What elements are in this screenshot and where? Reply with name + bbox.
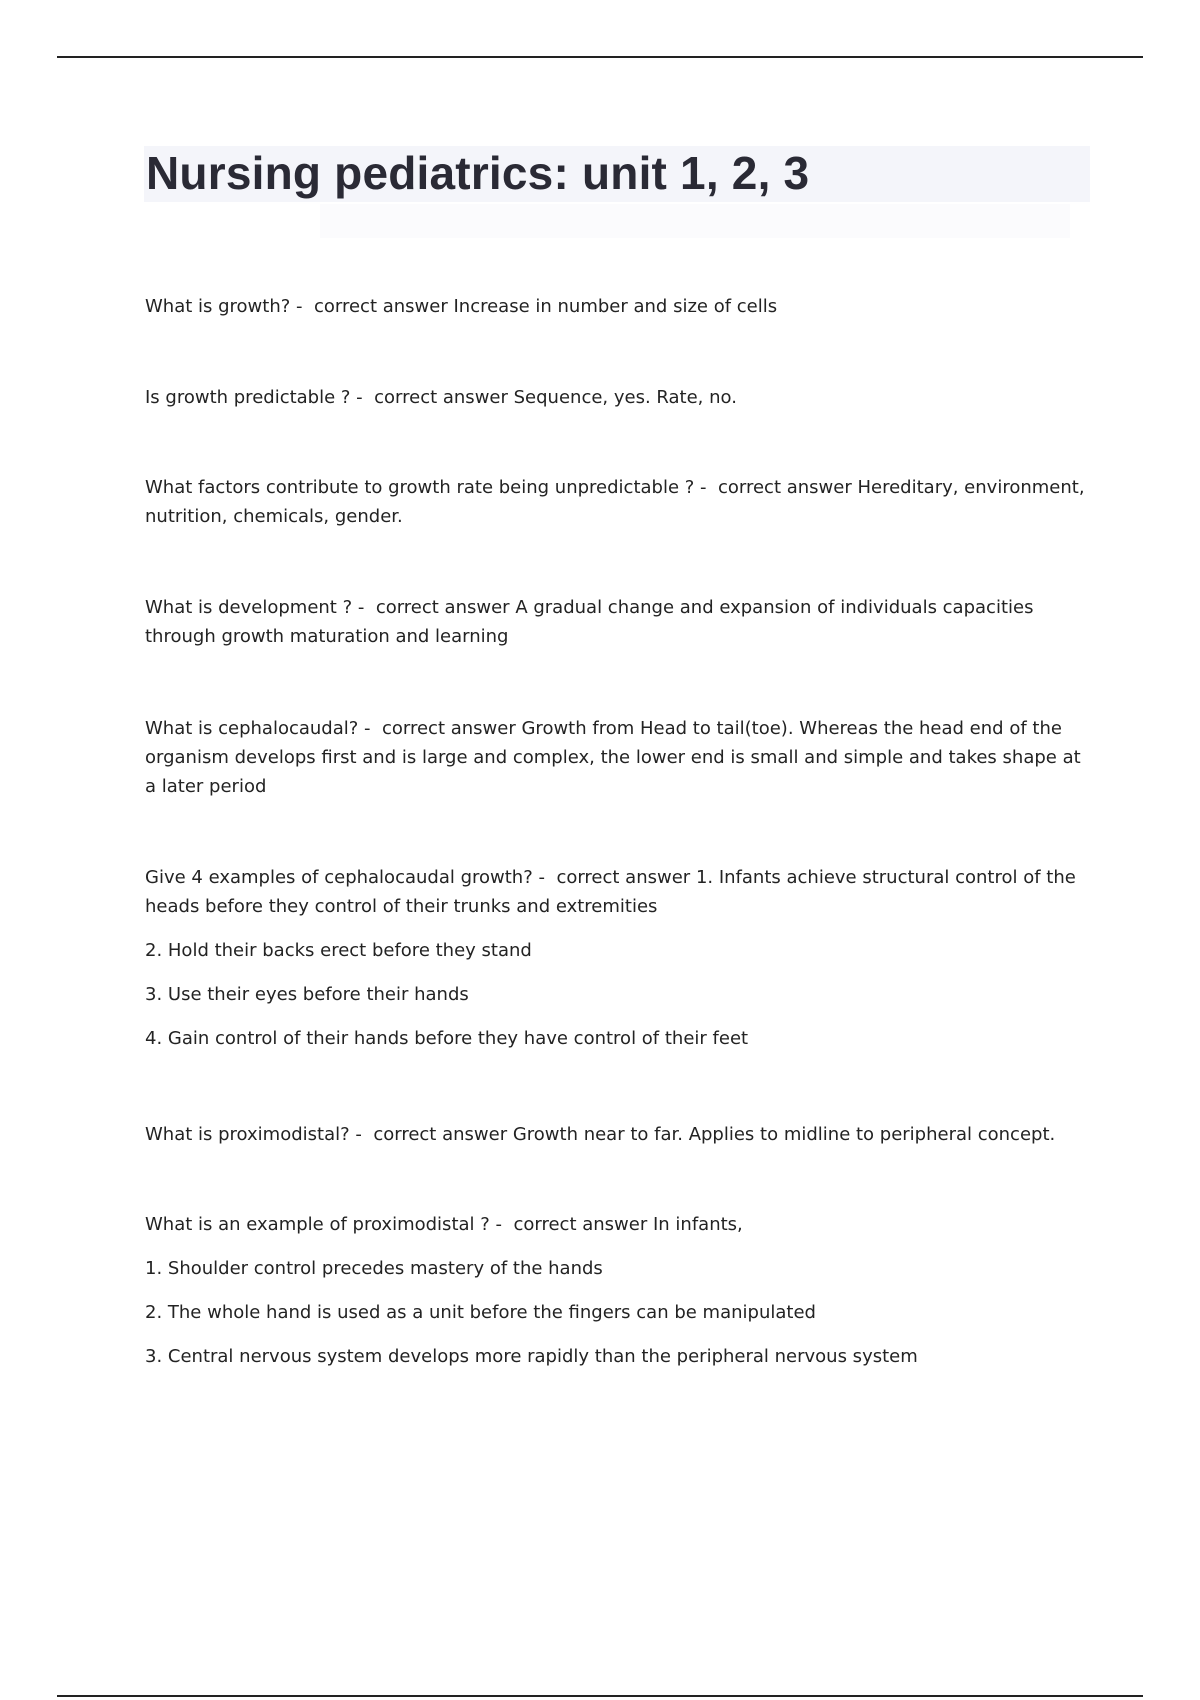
qa-line (145, 383, 1085, 412)
separator: - (352, 597, 376, 618)
answer-text: Sequence, yes. Rate, no. (513, 387, 737, 408)
qa-line (145, 1120, 1085, 1149)
answer-prefix: correct answer (313, 296, 448, 317)
qa-line (145, 593, 1085, 651)
qa-line (145, 714, 1085, 801)
title-highlight-faint (320, 204, 1070, 238)
answer-prefix: correct answer (373, 1124, 508, 1145)
answer-text: In infants, (652, 1214, 743, 1235)
page-title: Nursing pediatrics: unit 1, 2, 3 (146, 147, 810, 199)
separator: - (350, 387, 375, 408)
list-item: 3. Use their eyes before their hands (145, 984, 469, 1005)
answer-prefix: correct answer (556, 867, 691, 888)
qa-line (145, 863, 1085, 921)
answer-text: Growth from Head to tail(toe). Whereas the head end of the organism develops first and is large and complex, the lower end is small and simple and takes shape at a later period (145, 718, 1081, 797)
qa-item-growth (145, 292, 1085, 321)
separator: - (290, 296, 314, 317)
qa-item-development (145, 593, 1085, 651)
qa-item-cephalocaudal (145, 714, 1085, 801)
qa-item-proximodistal-example (145, 1210, 1085, 1371)
question-text: What is proximodistal? (145, 1124, 350, 1145)
separator: - (694, 477, 718, 498)
answer-text: Hereditary, environment, nutrition, chemicals, gender. (145, 477, 1085, 527)
qa-line (145, 292, 1085, 321)
list-item: 3. Central nervous system develops more rapidly than the peripheral nervous system (145, 1346, 918, 1367)
list-item: 2. The whole hand is used as a unit before the fingers can be manipulated (145, 1302, 816, 1323)
bottom-rule (57, 1695, 1143, 1697)
question-text: What is development ? (145, 597, 353, 618)
separator: - (532, 867, 557, 888)
answer-text: A gradual change and expansion of individuals capacities through growth maturation and learning (145, 597, 1034, 647)
answer-prefix: correct answer (381, 718, 516, 739)
separator: - (358, 718, 382, 739)
separator: - (489, 1214, 514, 1235)
answer-prefix: correct answer (717, 477, 852, 498)
answer-text: Growth near to far. Applies to midline to peripheral concept. (512, 1124, 1056, 1145)
answer-text: 1. Infants achieve structural control of the heads before they control of their trunks and extremities (145, 867, 1076, 917)
answer-prefix: correct answer (375, 597, 510, 618)
qa-item-growth-predictable (145, 383, 1085, 412)
qa-line (145, 1210, 1085, 1239)
qa-item-proximodistal (145, 1120, 1085, 1149)
question-text: What is cephalocaudal? (145, 718, 359, 739)
answer-prefix: correct answer (374, 387, 508, 408)
separator: - (349, 1124, 374, 1145)
question-text: Is growth predictable ? (145, 387, 351, 408)
answer-prefix: correct answer (513, 1214, 648, 1235)
question-text: What is growth? (145, 296, 291, 317)
qa-item-cephalocaudal-examples (145, 863, 1085, 1053)
question-text: What factors contribute to growth rate being unpredictable ? (145, 477, 695, 498)
question-text: Give 4 examples of cephalocaudal growth? (145, 867, 533, 888)
qa-line (145, 473, 1085, 531)
list-item: 1. Shoulder control precedes mastery of the hands (145, 1258, 603, 1279)
answer-text: Increase in number and size of cells (453, 296, 778, 317)
question-text: What is an example of proximodistal ? (145, 1214, 490, 1235)
top-rule (57, 56, 1143, 58)
qa-item-growth-factors (145, 473, 1085, 531)
list-item: 4. Gain control of their hands before they have control of their feet (145, 1028, 749, 1049)
list-item: 2. Hold their backs erect before they stand (145, 940, 532, 961)
